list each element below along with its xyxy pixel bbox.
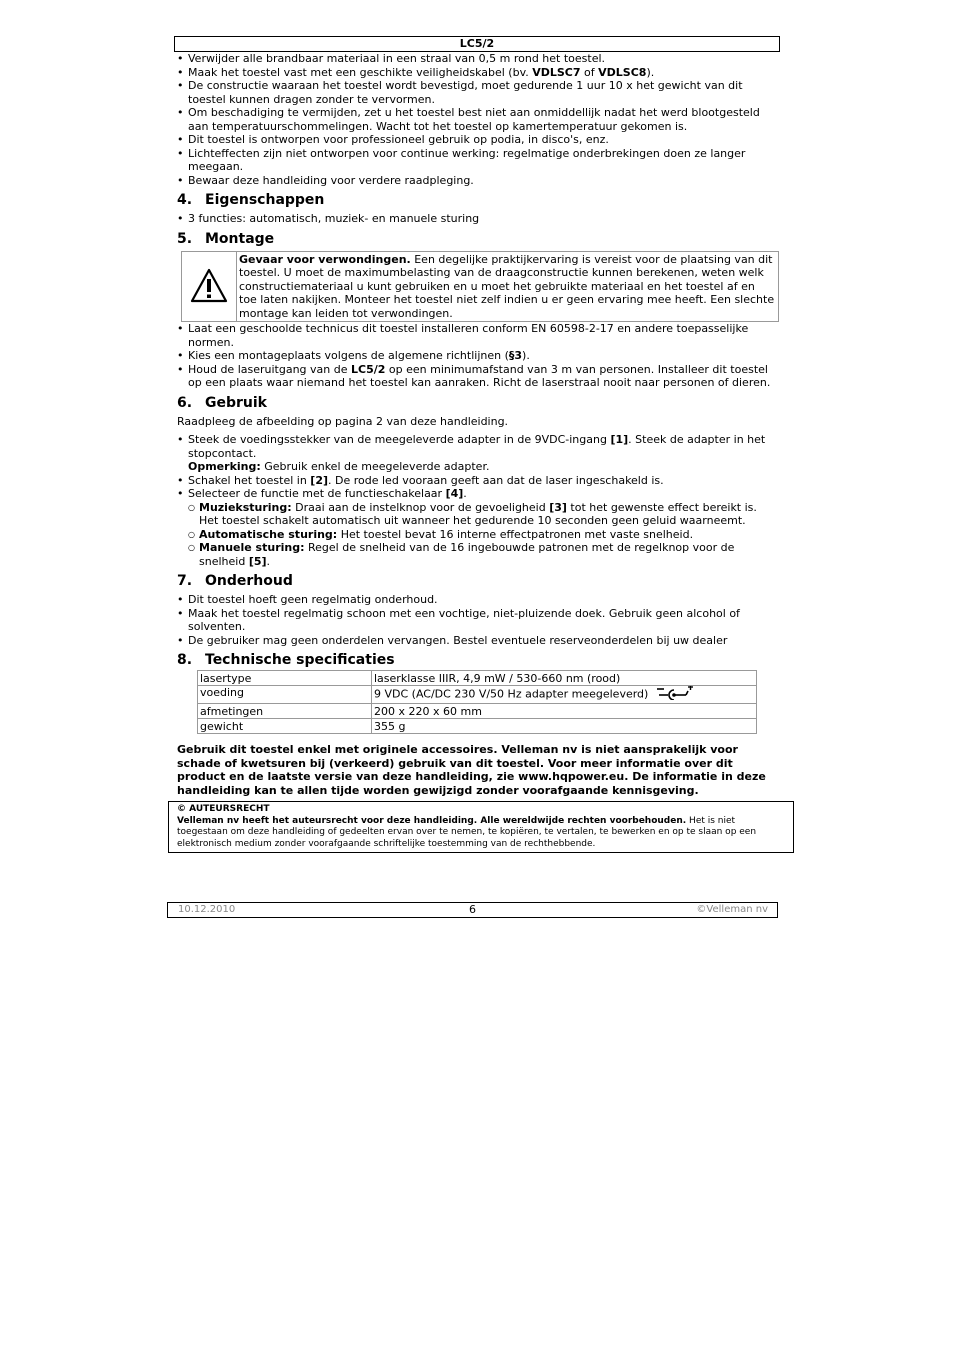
mounting-list xyxy=(177,322,779,390)
list-item: • Verwijder alle brandbaar materiaal in een straal van 0,5 m rond het toestel. xyxy=(177,52,779,66)
usage-list xyxy=(177,433,779,568)
list-item: • De constructie waaraan het toestel wordt bevestigd, moet gedurende 1 uur 10 x het gewicht van dit toestel kunnen dragen zonder te vervormen. xyxy=(177,79,779,106)
page-header: LC5/2 xyxy=(174,36,780,52)
footer-date: 10.12.2010 xyxy=(178,904,236,915)
list-item: • Dit toestel is ontworpen voor professioneel gebruik op podia, in disco's, enz. xyxy=(177,133,779,147)
footer-company: ©Velleman nv xyxy=(696,904,768,915)
table-row: voeding 9 VDC (AC/DC 230 V/50 Hz adapter meegeleverd) xyxy=(198,686,757,704)
polarity-icon xyxy=(656,686,694,703)
function-sublist xyxy=(188,501,779,569)
list-item: • Schakel het toestel in [2]. De rode led vooraan geeft aan dat de laser ingeschakeld is. xyxy=(177,474,779,488)
maintenance-list xyxy=(177,593,779,647)
list-item: • Steek de voedingsstekker van de meegeleverde adapter in de 9VDC-ingang [1]. Steek de adapter in het stopcontact. Opmerking: Gebruik enkel de meegeleverde adapter. xyxy=(177,433,779,474)
list-item: • Om beschadiging te vermijden, zet u het toestel best niet aan onmiddellijk nadat het werd blootgesteld aan temperatuurschommelingen. Wacht tot het toestel op kamertemperatuur gekomen is. xyxy=(177,106,779,133)
list-item: • De gebruiker mag geen onderdelen vervangen. Bestel eventuele reserveonderdelen bij uw dealer xyxy=(177,634,779,648)
page-number: 6 xyxy=(469,903,476,916)
list-item: • Bewaar deze handleiding voor verdere raadpleging. xyxy=(177,174,779,188)
warning-box xyxy=(181,251,779,323)
spec-table xyxy=(197,670,757,734)
copyright-box xyxy=(168,801,794,853)
table-row: lasertype laserklasse IIIR, 4,9 mW / 530-660 nm (rood) xyxy=(198,671,757,686)
table-row: gewicht 355 g xyxy=(198,719,757,734)
sub-list-item: ○ Muzieksturing: Draai aan de instelknop voor de gevoeligheid [3] tot het gewenste effect bereikt is. Het toestel schakelt automatisch uit wanneer het gedurende 10 seconden geen geluid waarneemt. xyxy=(188,501,779,528)
list-item: • Kies een montageplaats volgens de algemene richtlijnen (§3). xyxy=(177,349,779,363)
section-heading: 7. Onderhoud xyxy=(177,573,293,589)
list-item: • Dit toestel hoeft geen regelmatig onderhoud. xyxy=(177,593,779,607)
list-item: • Maak het toestel regelmatig schoon met een vochtige, niet-pluizende doek. Gebruik geen alcohol of solventen. xyxy=(177,607,779,634)
section-heading: 4. Eigenschappen xyxy=(177,192,325,208)
usage-intro: Raadpleeg de afbeelding op pagina 2 van deze handleiding. xyxy=(177,414,509,428)
warning-triangle-icon xyxy=(182,252,237,322)
safety-list xyxy=(177,52,779,187)
copyright-title: © AUTEURSRECHT xyxy=(177,804,270,814)
list-item: • Lichteffecten zijn niet ontworpen voor continue werking: regelmatige onderbrekingen doen ze langer meegaan. xyxy=(177,147,779,174)
page-footer xyxy=(167,902,778,918)
list-item: • Laat een geschoolde technicus dit toestel installeren conform EN 60598-2-17 en andere toepasselijke normen. xyxy=(177,322,779,349)
list-item: • Maak het toestel vast met een geschikte veiligheidskabel (bv. VDLSC7 of VDLSC8). xyxy=(177,66,779,80)
list-item: • Selecteer de functie met de functieschakelaar [4]. ○ Muzieksturing: Draai aan de instelknop voor de gevoeligheid [3] tot het gewenste effect bereikt is. Het toestel schakelt automatisch uit wanneer het gedurende 10 seconden geen geluid waarneemt. ○ Automatische sturing: Het toestel bevat 16 interne effectpatronen met vaste snelheid. ○ Manuele sturing: Regel de snelheid van de 16 ingebouwde patronen met de regelknop voor de snelheid [5]. xyxy=(177,487,779,568)
disclaimer: Gebruik dit toestel enkel met originele accessoires. Velleman nv is niet aansprakelijk voor schade of kwetsuren bij (verkeerd) gebruik van dit toestel. Voor meer informatie over dit product en de laatste versie van deze handleiding, zie www.hqpower.eu. De informatie in deze handleiding kan te allen tijde worden gewijzigd zonder voorafgaande kennisgeving. xyxy=(177,743,766,797)
table-row: afmetingen 200 x 220 x 60 mm xyxy=(198,704,757,719)
warning-text: Gevaar voor verwondingen. Een degelijke praktijkervaring is vereist voor de plaatsing van dit toestel. U moet de maximumbelasting van de draagconstructie kunnen berekenen, weten welk constructiemateriaal u kunt gebruiken en u moet het gebruikte materiaal en het toestel af en toe laten nakijken. Monteer het toestel niet zelf indien u er geen ervaring mee heeft. Een slechte montage kan leiden tot verwondingen. xyxy=(239,252,775,320)
note: Opmerking: Gebruik enkel de meegeleverde adapter. xyxy=(188,460,490,473)
list-item: • Houd de laseruitgang van de LC5/2 op een minimumafstand van 3 m van personen. Installeer dit toestel op een plaats waar niemand het toestel kan aanraken. Richt de laserstraal nooit naar personen of dieren. xyxy=(177,363,779,390)
section-heading: 6. Gebruik xyxy=(177,394,267,411)
document-page xyxy=(177,36,779,853)
section-heading: 8. Technische specificaties xyxy=(177,652,395,668)
features-list xyxy=(177,212,779,226)
copyright-text: Velleman nv heeft het auteursrecht voor deze handleiding. Alle wereldwijde rechten voorbehouden. Het is niet toegestaan om deze handleiding of gedeelten ervan over te nemen, te kopiëren, te vertalen, te bewerken en op te slaan op een elektronisch medium zonder voorafgaande schriftelijke toestemming van de rechthebbende. xyxy=(177,815,757,849)
list-item: • 3 functies: automatisch, muziek- en manuele sturing xyxy=(177,212,779,226)
sub-list-item: ○ Manuele sturing: Regel de snelheid van de 16 ingebouwde patronen met de regelknop voor de snelheid [5]. xyxy=(188,541,779,568)
section-heading: 5. Montage xyxy=(177,230,275,247)
sub-list-item: ○ Automatische sturing: Het toestel bevat 16 interne effectpatronen met vaste snelheid. xyxy=(188,528,779,542)
